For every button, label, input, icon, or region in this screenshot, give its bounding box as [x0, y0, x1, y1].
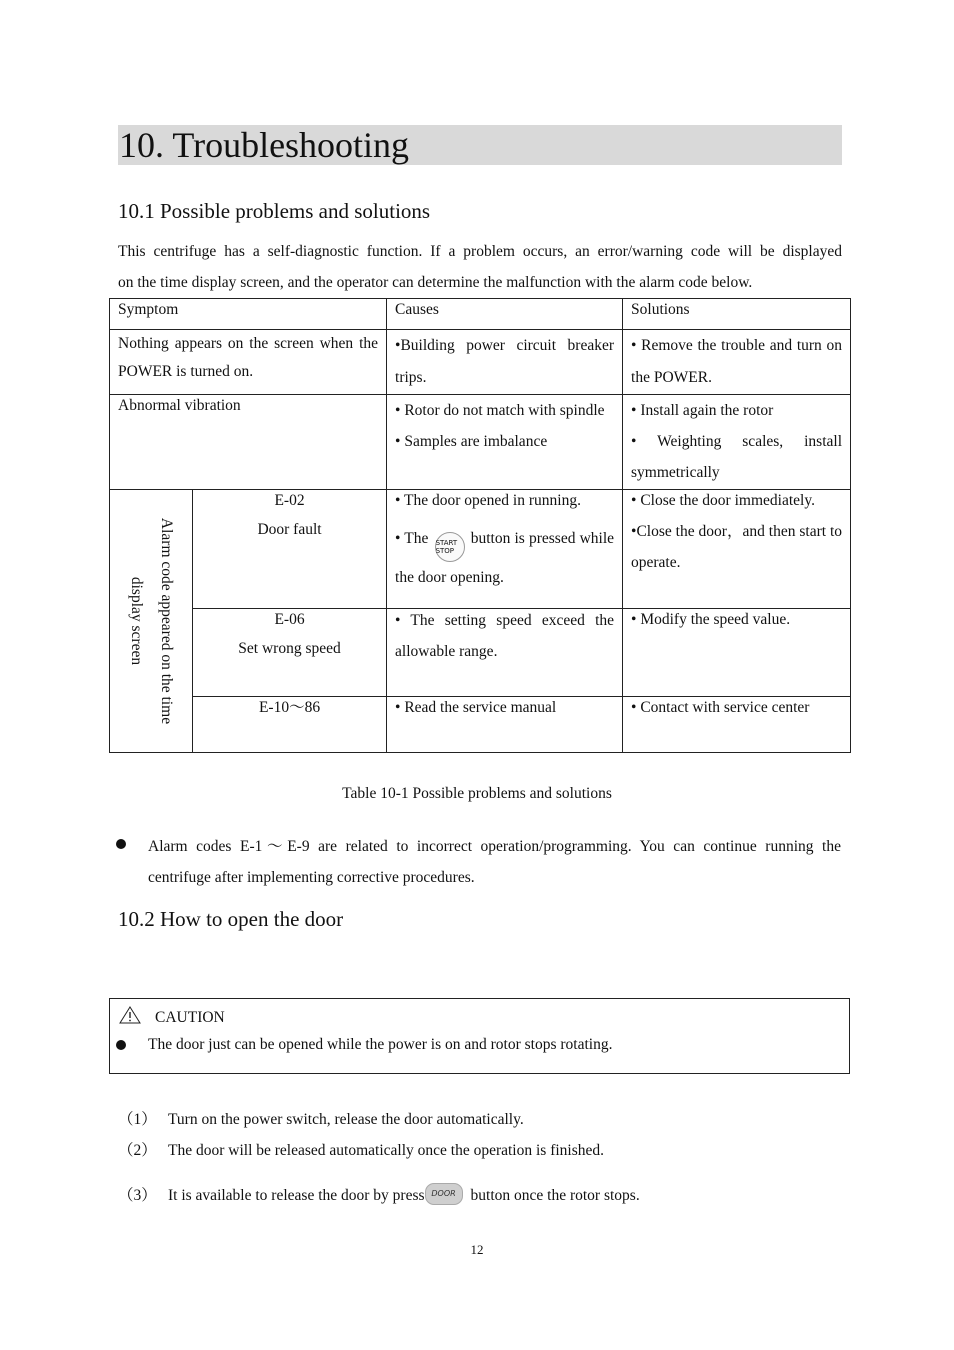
- alarm-code-cell: E-10～86: [193, 697, 387, 753]
- table-caption: Table 10-1 Possible problems and solutions: [342, 785, 612, 802]
- alarm-group-label-cell: [110, 490, 193, 753]
- cause-cell: •Building power circuit breaker trips.: [387, 330, 623, 395]
- start-stop-button-icon: START STOP: [435, 532, 465, 562]
- alarm-note-line-1: Alarm codes E-1～E-9 are related to incorrect operation/programming. You can continue running the: [148, 838, 841, 855]
- table-row: [110, 330, 851, 395]
- table-row: [110, 395, 851, 490]
- caution-title: CAUTION: [155, 1009, 225, 1026]
- warning-triangle-icon: [119, 1006, 141, 1024]
- section-heading-open-door: 10.2 How to open the door: [118, 907, 344, 931]
- chapter-heading: 10. Troubleshooting: [118, 125, 842, 165]
- page-number: 12: [470, 1242, 484, 1257]
- alarm-code-cell: E-06 Set wrong speed: [193, 609, 387, 697]
- table-row-e06: [110, 609, 851, 697]
- solution-cell: • Contact with service center: [623, 697, 851, 753]
- cause-suffix: button is pressed while the door opening.: [395, 530, 615, 586]
- header-solutions: Solutions: [623, 299, 851, 330]
- bullet-icon: [116, 839, 126, 849]
- solution-cell: • Close the door immediately. •Close the door，and then start to operate.: [623, 490, 851, 609]
- cause-cell: • The setting speed exceed the allowable range.: [387, 609, 623, 697]
- header-symptom: Symptom: [110, 299, 387, 330]
- cause-cell: • The door opened in running. • The START STOP button is pressed while the door opening.: [387, 490, 623, 609]
- table-row-e10: [110, 697, 851, 753]
- alarm-note: [148, 831, 841, 893]
- step-1: （1） Turn on the power switch, release the door automatically.: [118, 1111, 524, 1128]
- table-header-row: [110, 299, 851, 330]
- solution-cell: • Install again the rotor • Weighting scales, install symmetrically: [623, 395, 851, 490]
- section-heading-possible-problems: 10.1 Possible problems and solutions: [118, 199, 431, 223]
- alarm-note-line-2: centrifuge after implementing corrective procedures.: [148, 869, 475, 886]
- door-button-icon: DOOR: [425, 1183, 463, 1205]
- troubleshooting-table: [109, 298, 851, 753]
- symptom-cell: Abnormal vibration: [110, 395, 387, 490]
- step-2: （2） The door will be released automatically once the operation is finished.: [118, 1142, 605, 1159]
- header-causes: Causes: [387, 299, 623, 330]
- intro-paragraph: [118, 236, 842, 298]
- solution-cell: • Remove the trouble and turn on the POWER.: [623, 330, 851, 395]
- alarm-code-cell: E-02 Door fault: [193, 490, 387, 609]
- intro-line-2: on the time display screen, and the operator can determine the malfunction with the alarm code below.: [118, 274, 753, 291]
- cause-cell: • Read the service manual: [387, 697, 623, 753]
- caution-box: [109, 998, 850, 1074]
- solution-cell: • Modify the speed value.: [623, 609, 851, 697]
- symptom-cell: Nothing appears on the screen when the POWER is turned on.: [110, 330, 387, 395]
- step-3: （3） It is available to release the door by press DOOR button once the rotor stops.: [118, 1183, 640, 1207]
- cause-prefix: • The: [395, 530, 429, 547]
- alarm-group-label: Alarm code appeared on the time display screen: [128, 517, 175, 725]
- cause-cell: • Rotor do not match with spindle • Samples are imbalance: [387, 395, 623, 490]
- bullet-icon: [116, 1040, 126, 1050]
- caution-text: The door just can be opened while the power is on and rotor stops rotating.: [148, 1036, 613, 1053]
- intro-line-1: This centrifuge has a self-diagnostic function. If a problem occurs, an error/warning code will be displayed: [118, 243, 842, 260]
- table-row-e02: [110, 490, 851, 609]
